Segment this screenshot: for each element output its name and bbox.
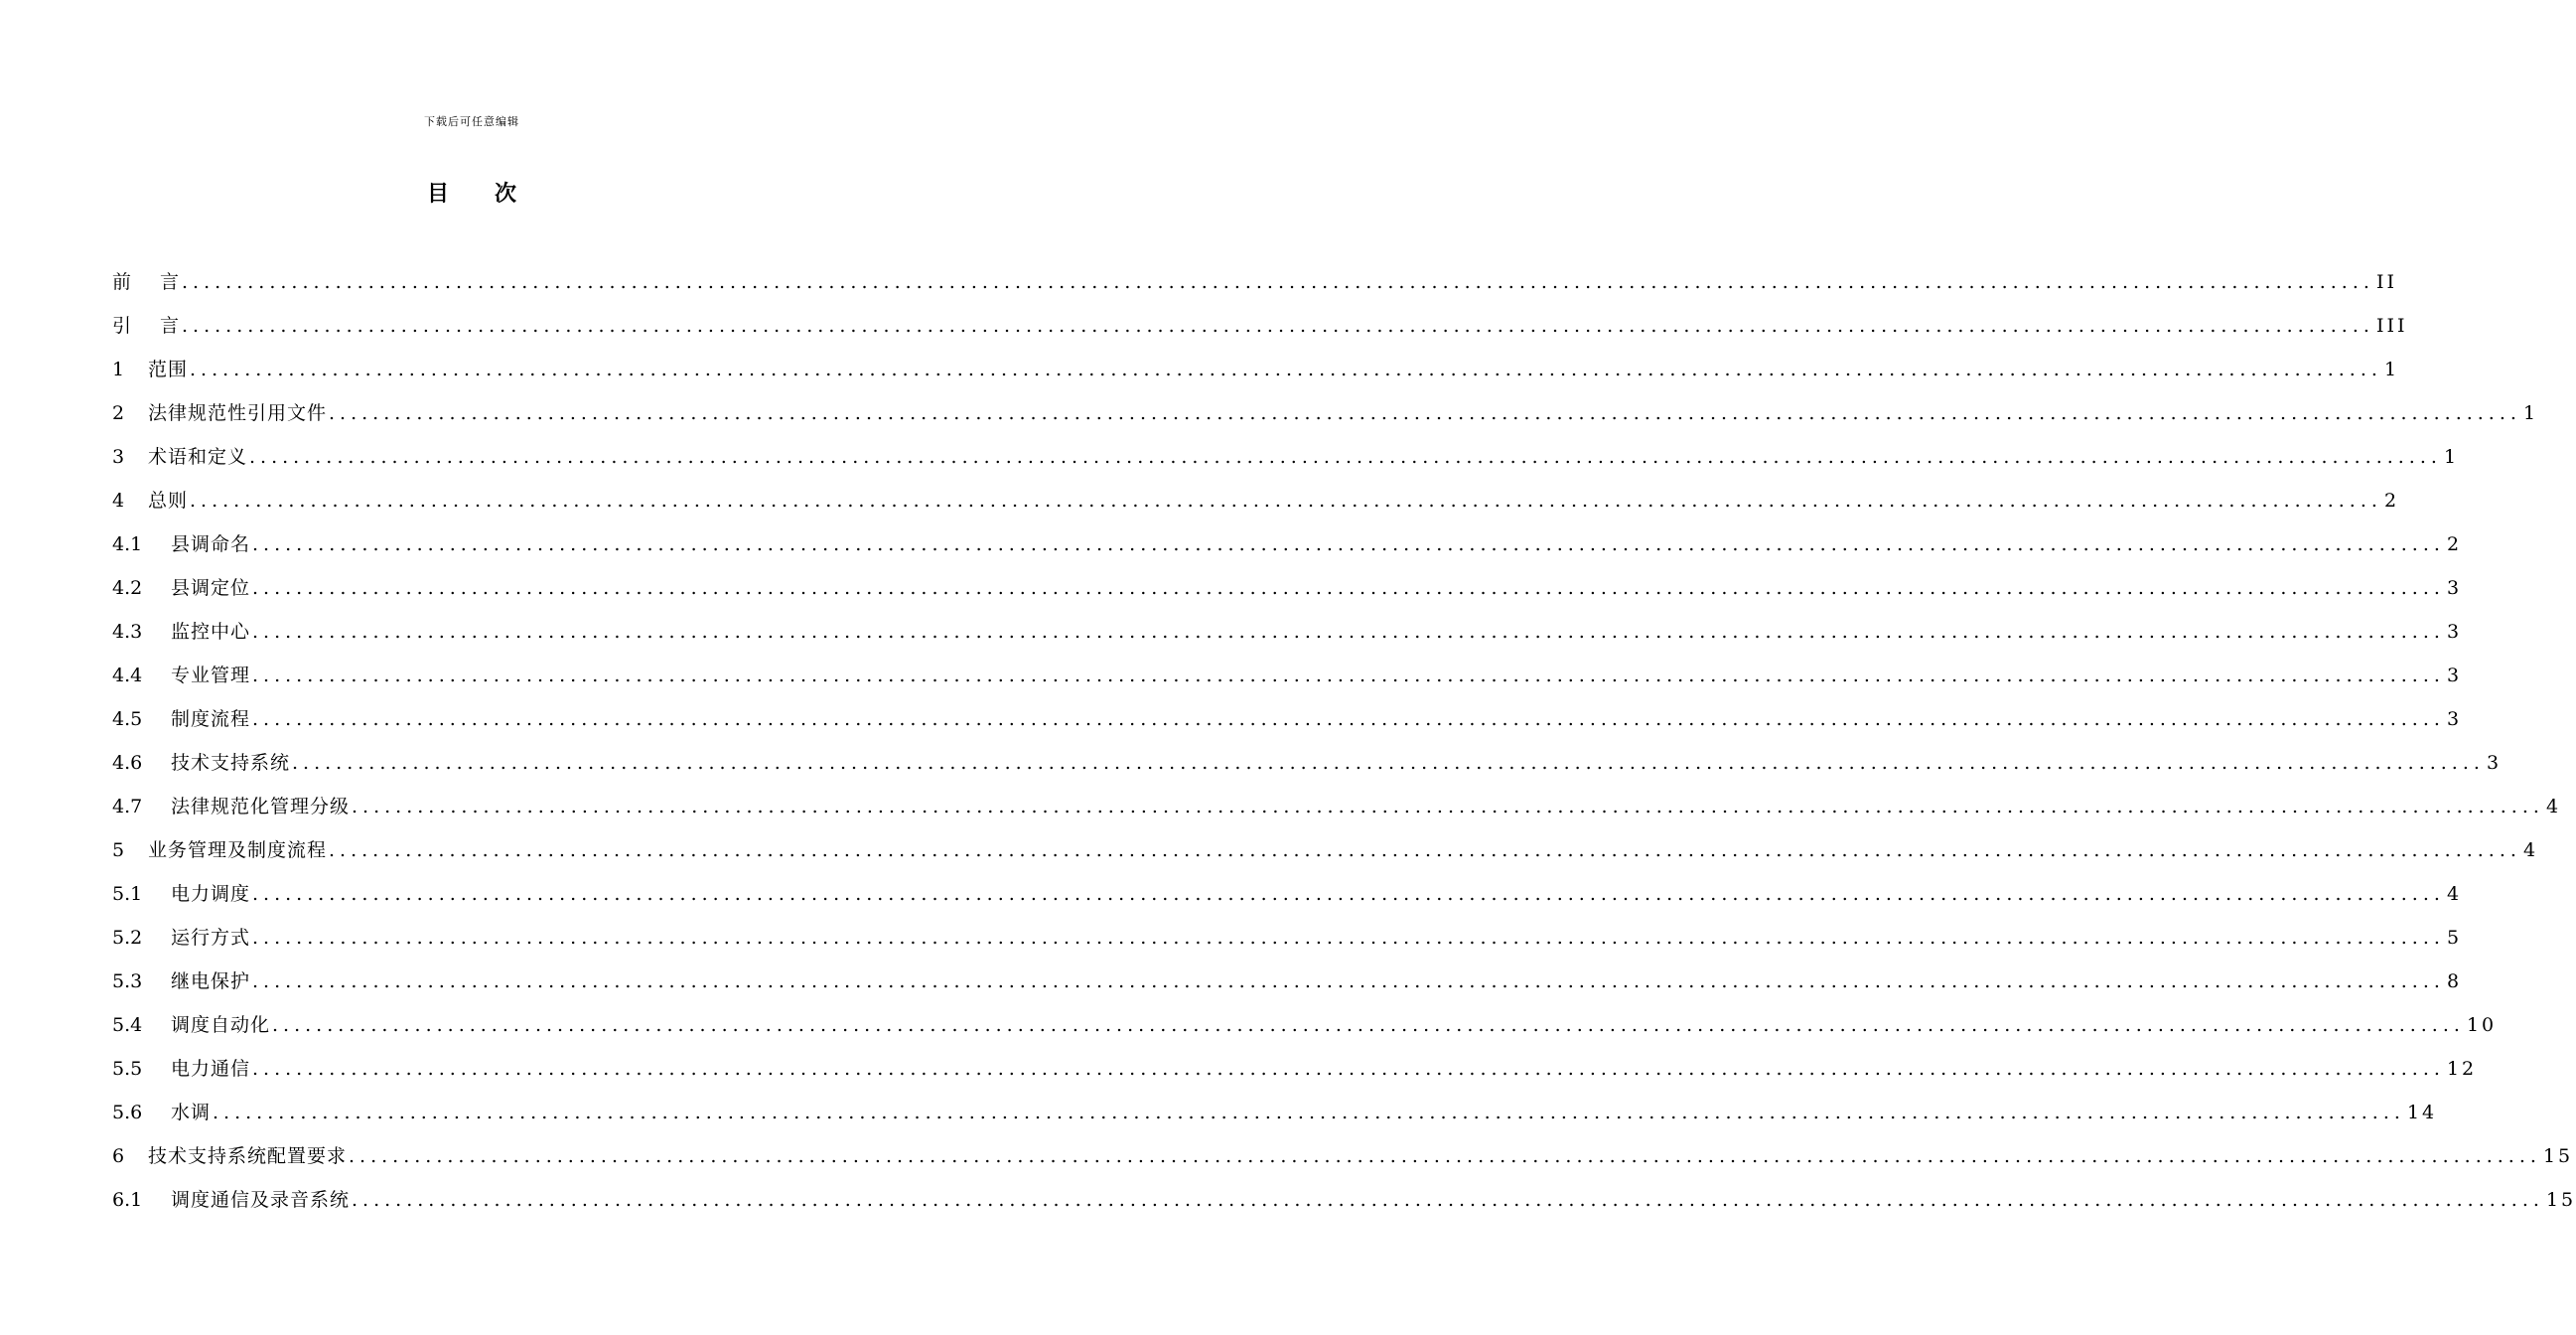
toc-leader-dots: ........................................................................................................................................................................................................ [182, 271, 2374, 293]
toc-leader-dots: ........................................................................................................................................................................................................ [252, 577, 2445, 599]
toc-entry-title: 制度流程 [171, 708, 251, 730]
toc-entry-page: 3 [2486, 752, 2503, 774]
toc-entry[interactable] [112, 522, 2463, 566]
toc-entry[interactable] [112, 697, 2463, 741]
toc-entry-page: 3 [2446, 708, 2463, 730]
toc-entry-page: 4 [2545, 796, 2562, 817]
toc-entry-number: 5.4 [112, 1014, 143, 1036]
toc-entry-title: 电力调度 [171, 883, 251, 905]
toc-entry-page: 3 [2446, 621, 2463, 643]
toc-entry-number: 6.1 [112, 1189, 143, 1211]
toc-entry-number: 4.6 [112, 752, 143, 774]
toc-leader-dots: ........................................................................................................................................................................................................ [252, 533, 2445, 555]
toc-entry[interactable] [112, 960, 2463, 1003]
toc-entry-title: 县调命名 [171, 533, 251, 555]
toc-leader-dots: ........................................................................................................................................................................................................ [252, 621, 2445, 643]
toc-leader-dots: ........................................................................................................................................................................................................ [252, 970, 2445, 992]
toc-entry[interactable] [112, 916, 2463, 960]
toc-entry-page: 14 [2406, 1102, 2438, 1123]
toc-leader-dots: ........................................................................................................................................................................................................ [190, 490, 2382, 512]
toc-entry-page: 4 [2522, 839, 2539, 861]
toc-entry-page: 15 [2542, 1145, 2574, 1167]
toc-entry-number: 4.4 [112, 665, 143, 686]
toc-leader-dots: ........................................................................................................................................................................................................ [252, 927, 2445, 949]
toc-title: 目次 [426, 181, 562, 207]
toc-entry-number: 3 [112, 446, 125, 468]
toc-entry-number: 5.6 [112, 1102, 143, 1123]
toc-entry-title: 电力通信 [171, 1058, 251, 1080]
toc-entry-number: 5.1 [112, 883, 143, 905]
toc-entry-number: 1 [112, 359, 125, 380]
toc-entry[interactable] [112, 785, 2562, 828]
toc-entry[interactable] [112, 566, 2463, 610]
toc-entry[interactable] [112, 654, 2463, 697]
toc-entry[interactable] [112, 741, 2503, 785]
toc-entry-number: 4.3 [112, 621, 143, 643]
toc-leader-dots: ........................................................................................................................................................................................................ [252, 883, 2445, 905]
toc-entry-page: 8 [2446, 970, 2463, 992]
toc-entry-page: 2 [2383, 490, 2400, 512]
toc-entry-number: 引 [112, 315, 132, 337]
toc-entry-title: 法律规范性引用文件 [148, 402, 328, 424]
toc-entry[interactable] [112, 479, 2400, 522]
toc-entry-number: 前 [112, 271, 132, 293]
toc-entry[interactable] [112, 1091, 2438, 1134]
toc-entry-number: 4.1 [112, 533, 143, 555]
toc-entry-number: 4 [112, 490, 125, 512]
toc-entry-page: III [2375, 315, 2408, 337]
toc-leader-dots: ........................................................................................................................................................................................................ [272, 1014, 2465, 1036]
toc-entry[interactable] [112, 304, 2408, 348]
toc-leader-dots: ........................................................................................................................................................................................................ [249, 446, 2442, 468]
toc-entry-title: 术语和定义 [148, 446, 248, 468]
table-of-contents [112, 260, 2576, 1222]
toc-entry-page: 2 [2446, 533, 2463, 555]
toc-entry-title: 运行方式 [171, 927, 251, 949]
toc-entry-number: 5 [112, 839, 125, 861]
toc-leader-dots: ........................................................................................................................................................................................................ [329, 402, 2521, 424]
toc-entry-page: 12 [2446, 1058, 2478, 1080]
toc-entry[interactable] [112, 1134, 2574, 1178]
toc-entry-number: 4.2 [112, 577, 143, 599]
toc-leader-dots: ........................................................................................................................................................................................................ [252, 665, 2445, 686]
toc-entry-title: 调度自动化 [171, 1014, 271, 1036]
toc-entry-number: 5.5 [112, 1058, 143, 1080]
toc-entry-page: 15 [2545, 1189, 2576, 1211]
toc-entry-page: 3 [2446, 665, 2463, 686]
toc-entry[interactable] [112, 872, 2463, 916]
toc-entry-number: 4.7 [112, 796, 143, 817]
toc-entry-title: 业务管理及制度流程 [148, 839, 328, 861]
toc-entry[interactable] [112, 348, 2400, 391]
toc-entry-title: 继电保护 [171, 970, 251, 992]
toc-leader-dots: ........................................................................................................................................................................................................ [213, 1102, 2405, 1123]
toc-entry[interactable] [112, 610, 2463, 654]
toc-entry[interactable] [112, 1178, 2576, 1222]
toc-entry-number: 5.3 [112, 970, 143, 992]
toc-entry-page: 3 [2446, 577, 2463, 599]
toc-entry-page: 4 [2446, 883, 2463, 905]
toc-entry-number: 4.5 [112, 708, 143, 730]
toc-leader-dots: ........................................................................................................................................................................................................ [329, 839, 2521, 861]
toc-entry-title: 专业管理 [171, 665, 251, 686]
toc-leader-dots: ........................................................................................................................................................................................................ [252, 708, 2445, 730]
toc-entry-number: 2 [112, 402, 125, 424]
toc-entry[interactable] [112, 435, 2460, 479]
toc-entry-title: 水调 [171, 1102, 212, 1123]
toc-entry[interactable] [112, 260, 2397, 304]
toc-entry-title: 法律规范化管理分级 [171, 796, 351, 817]
toc-entry[interactable] [112, 391, 2539, 435]
toc-leader-dots: ........................................................................................................................................................................................................ [352, 796, 2544, 817]
toc-leader-dots: ........................................................................................................................................................................................................ [182, 315, 2374, 337]
toc-entry-page: 10 [2466, 1014, 2498, 1036]
toc-entry-title: 技术支持系统 [171, 752, 291, 774]
toc-entry[interactable] [112, 828, 2539, 872]
toc-entry-title: 言 [160, 315, 181, 337]
header-note: 下载后可任意编辑 [424, 115, 519, 128]
toc-entry-title: 范围 [148, 359, 189, 380]
toc-entry-title: 技术支持系统配置要求 [148, 1145, 348, 1167]
toc-entry-title: 总则 [148, 490, 189, 512]
toc-leader-dots: ........................................................................................................................................................................................................ [252, 1058, 2445, 1080]
toc-entry[interactable] [112, 1047, 2478, 1091]
toc-entry-title: 县调定位 [171, 577, 251, 599]
toc-leader-dots: ........................................................................................................................................................................................................ [349, 1145, 2541, 1167]
toc-entry-page: 1 [2443, 446, 2460, 468]
toc-entry-page: II [2375, 271, 2397, 293]
toc-leader-dots: ........................................................................................................................................................................................................ [352, 1189, 2544, 1211]
toc-entry-page: 1 [2383, 359, 2400, 380]
toc-entry[interactable] [112, 1003, 2498, 1047]
toc-entry-title: 调度通信及录音系统 [171, 1189, 351, 1211]
toc-entry-page: 5 [2446, 927, 2463, 949]
toc-entry-page: 1 [2522, 402, 2539, 424]
toc-entry-number: 5.2 [112, 927, 143, 949]
toc-leader-dots: ........................................................................................................................................................................................................ [292, 752, 2485, 774]
toc-entry-title: 监控中心 [171, 621, 251, 643]
toc-entry-title: 言 [160, 271, 181, 293]
toc-leader-dots: ........................................................................................................................................................................................................ [190, 359, 2382, 380]
toc-entry-number: 6 [112, 1145, 125, 1167]
